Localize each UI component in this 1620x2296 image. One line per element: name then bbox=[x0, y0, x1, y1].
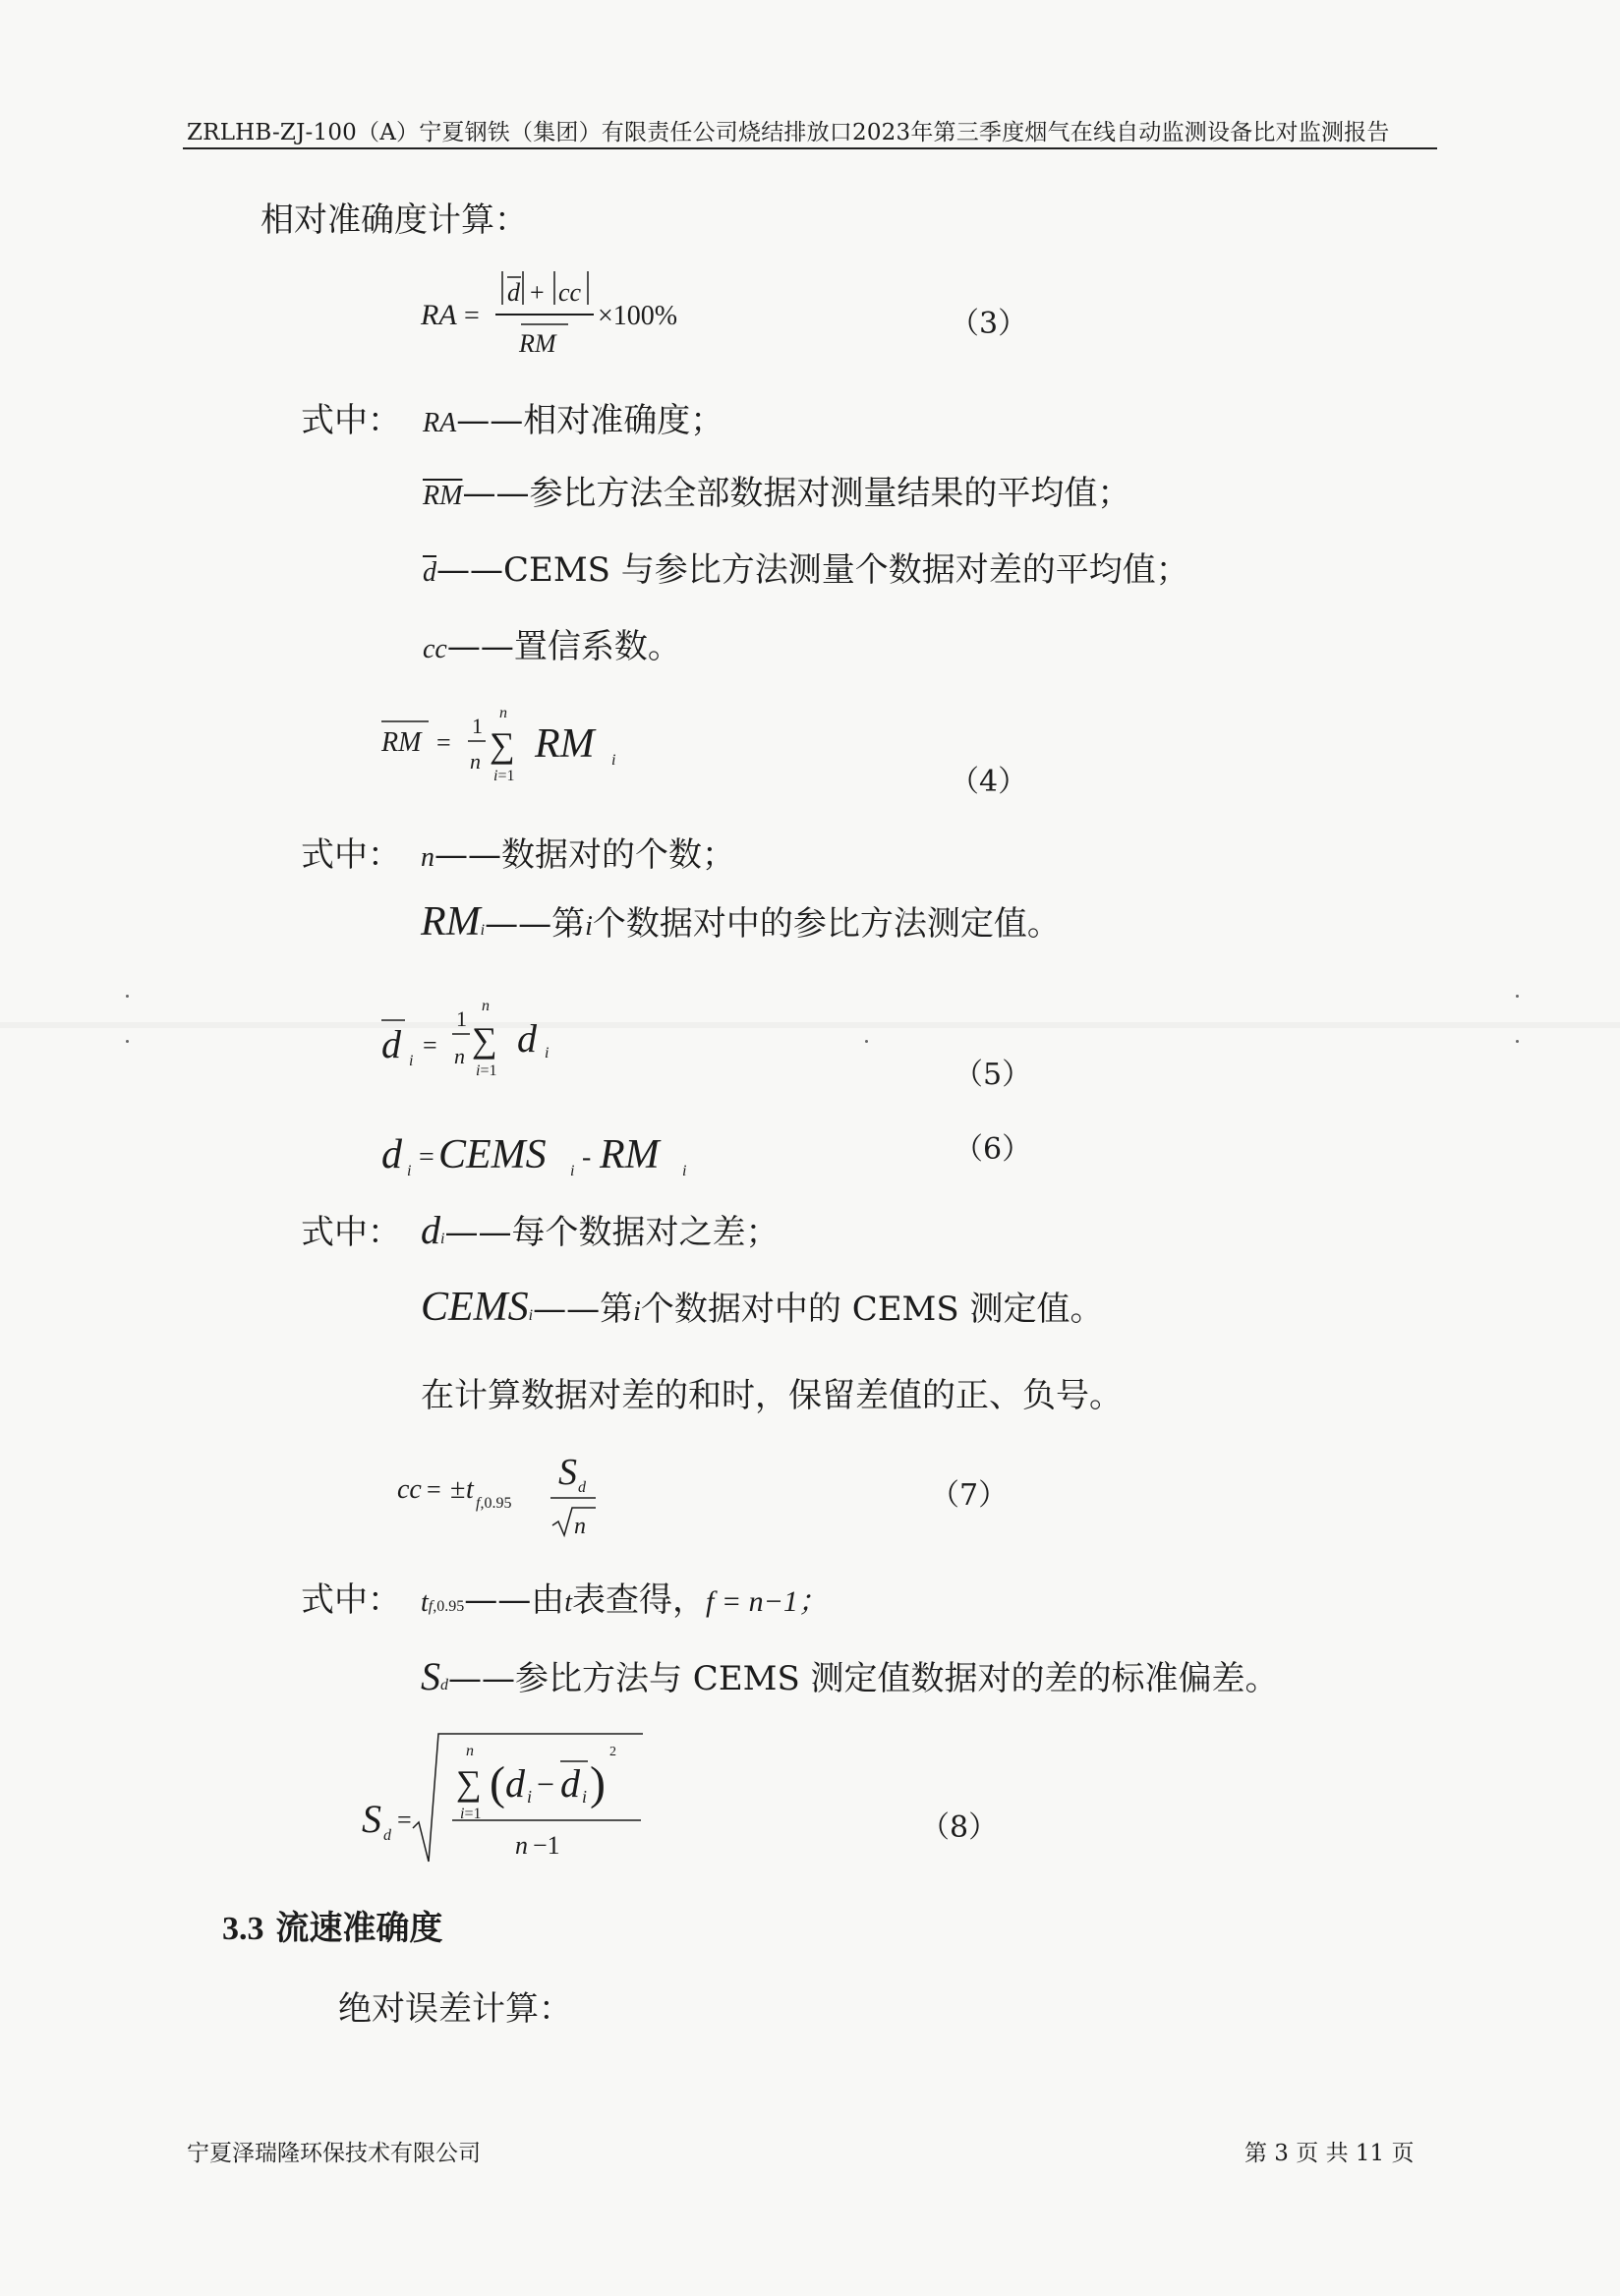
def-n: n——数据对的个数； bbox=[421, 835, 735, 875]
svg-text:d: d bbox=[578, 1479, 586, 1496]
def-t-post: 表查得， bbox=[572, 1580, 707, 1620]
def-t-pre: ——由 bbox=[464, 1580, 565, 1620]
svg-text:cc: cc bbox=[558, 278, 582, 307]
svg-text:±: ± bbox=[450, 1474, 466, 1505]
svg-text:RA: RA bbox=[421, 299, 457, 331]
svg-text:−: − bbox=[537, 1766, 555, 1802]
def-t: tf,0.95——由t表查得，f = n−1； bbox=[421, 1580, 828, 1620]
svg-text:=: = bbox=[397, 1806, 412, 1834]
equation-number-3: （3） bbox=[950, 307, 1028, 341]
equation-number-8: （8） bbox=[920, 1810, 999, 1845]
def-sd-text: ——参比方法与 CEMS 测定值数据对的差的标准偏差。 bbox=[448, 1659, 1279, 1698]
formula-rm-mean bbox=[377, 696, 672, 794]
scan-speck bbox=[126, 995, 129, 998]
svg-text:×100%: ×100% bbox=[598, 301, 678, 331]
svg-text:t: t bbox=[466, 1474, 474, 1505]
def-d-text: ——CEMS 与参比方法测量个数据对差的平均值； bbox=[436, 550, 1189, 590]
svg-text:i: i bbox=[527, 1787, 533, 1807]
svg-text:cc: cc bbox=[397, 1474, 422, 1505]
formula-ra bbox=[413, 263, 727, 372]
svg-text:1: 1 bbox=[456, 1006, 467, 1031]
def-cems: CEMSi——第i个数据对中的 CEMS 测定值。 bbox=[421, 1285, 1104, 1330]
section-intro: 相对准确度计算： bbox=[260, 201, 528, 240]
svg-text:i: i bbox=[545, 1045, 550, 1062]
svg-text:∑: ∑ bbox=[490, 725, 515, 765]
svg-text:∑: ∑ bbox=[456, 1763, 482, 1803]
scan-speck bbox=[1516, 995, 1519, 998]
def-ra: RA——相对准确度； bbox=[423, 401, 724, 440]
where-label: 式中： bbox=[301, 401, 401, 440]
svg-text:=: = bbox=[464, 301, 480, 331]
def-rmi: RMi——第i个数据对中的参比方法测定值。 bbox=[421, 899, 1061, 945]
header-rule bbox=[183, 147, 1437, 149]
svg-text:=: = bbox=[427, 1475, 441, 1504]
svg-text:RM: RM bbox=[600, 1132, 660, 1177]
def-cems-pre: ——第 bbox=[533, 1290, 634, 1329]
section-title: 流速准确度 bbox=[275, 1909, 443, 1948]
svg-text:): ) bbox=[590, 1757, 606, 1809]
footer-company: 宁夏泽瑞隆环保技术有限公司 bbox=[187, 2141, 481, 2166]
svg-text:i: i bbox=[407, 1163, 412, 1179]
equation-number-4: （4） bbox=[950, 765, 1028, 799]
svg-text:RM: RM bbox=[535, 721, 595, 767]
scan-speck bbox=[865, 1040, 868, 1043]
def-cems-post: 个数据对中的 CEMS 测定值。 bbox=[640, 1290, 1104, 1329]
svg-text:=: = bbox=[423, 1031, 437, 1060]
svg-text:n: n bbox=[499, 705, 507, 721]
svg-text:n: n bbox=[482, 998, 490, 1014]
def-ra-text: ——相对准确度； bbox=[456, 401, 724, 440]
svg-text:i: i bbox=[582, 1787, 588, 1807]
svg-text:n: n bbox=[574, 1514, 586, 1539]
svg-text:S: S bbox=[362, 1797, 381, 1841]
svg-text:−1: −1 bbox=[533, 1831, 560, 1860]
def-rmi-pre: ——第 bbox=[485, 904, 586, 944]
equation-number-5: （5） bbox=[954, 1058, 1032, 1092]
svg-text:d: d bbox=[517, 1016, 537, 1061]
svg-text:d: d bbox=[381, 1022, 401, 1066]
footer-page-number: 第 3 页 共 11 页 bbox=[1244, 2141, 1415, 2166]
def-di-text: ——每个数据对之差； bbox=[444, 1213, 780, 1252]
svg-text:=: = bbox=[436, 728, 451, 757]
svg-text:2: 2 bbox=[609, 1745, 616, 1759]
scan-speck bbox=[126, 1040, 129, 1043]
svg-text:(: ( bbox=[490, 1757, 505, 1809]
svg-text:∑: ∑ bbox=[472, 1020, 497, 1060]
equation-number-7: （7） bbox=[930, 1478, 1009, 1513]
svg-text:n: n bbox=[470, 749, 481, 774]
svg-text:CEMS: CEMS bbox=[438, 1132, 547, 1177]
svg-text:d: d bbox=[505, 1761, 525, 1806]
svg-text:=: = bbox=[419, 1142, 434, 1173]
def-cc-text: ——置信系数。 bbox=[446, 627, 681, 666]
def-d: $\overline{d}——CEMS$ 与参比方法测量个数据对差的平均值； bbox=[423, 550, 1189, 590]
def-cc: cc——置信系数。 bbox=[423, 627, 681, 666]
svg-text:+: + bbox=[530, 278, 545, 307]
def-rm: $\overline{RM}——$参比方法全部数据对测量结果的平均值； bbox=[423, 474, 1131, 513]
section-number: 3.3 bbox=[222, 1911, 264, 1947]
def-f-eq: f = n−1； bbox=[706, 1585, 828, 1618]
svg-text:d: d bbox=[381, 1132, 402, 1177]
svg-text:i: i bbox=[409, 1053, 414, 1069]
svg-text:RM: RM bbox=[381, 727, 422, 758]
svg-text:1: 1 bbox=[472, 714, 483, 738]
formula-d-mean bbox=[377, 987, 623, 1085]
svg-text:i: i bbox=[611, 752, 616, 769]
def-rmi-post: 个数据对中的参比方法测定值。 bbox=[592, 904, 1061, 944]
svg-text:n: n bbox=[515, 1831, 528, 1860]
note-sign: 在计算数据对差的和时，保留差值的正、负号。 bbox=[421, 1376, 1123, 1415]
scan-artifact bbox=[0, 1022, 1620, 1028]
formula-sd bbox=[358, 1726, 672, 1873]
abs-error-intro: 绝对误差计算： bbox=[338, 1989, 572, 2029]
formula-di bbox=[377, 1117, 731, 1185]
def-n-text: ——数据对的个数； bbox=[434, 835, 735, 875]
svg-text:d: d bbox=[383, 1827, 391, 1844]
svg-text:i: i bbox=[682, 1163, 687, 1179]
formula-cc bbox=[393, 1441, 629, 1549]
def-sd: Sd——参比方法与 CEMS 测定值数据对的差的标准偏差。 bbox=[421, 1654, 1279, 1698]
where-label: 式中： bbox=[301, 835, 401, 875]
svg-text:d: d bbox=[560, 1761, 580, 1806]
svg-text:n: n bbox=[454, 1044, 465, 1068]
section-heading bbox=[222, 1901, 442, 1949]
svg-text:i: i bbox=[570, 1163, 575, 1179]
svg-text:i=1: i=1 bbox=[460, 1806, 482, 1822]
svg-text:i=1: i=1 bbox=[476, 1062, 497, 1079]
svg-text:RM: RM bbox=[519, 329, 556, 358]
def-rm-text: ——参比方法全部数据对测量结果的平均值； bbox=[462, 474, 1131, 513]
report-header: ZRLHB-ZJ-100（A）宁夏钢铁（集团）有限责任公司烧结排放口2023年第三季度烟气在线自动监测设备比对监测报告 bbox=[187, 120, 1390, 145]
svg-text:S: S bbox=[558, 1452, 577, 1493]
equation-number-6: （6） bbox=[954, 1132, 1032, 1167]
where-label: 式中： bbox=[301, 1580, 401, 1620]
where-label: 式中： bbox=[301, 1213, 401, 1252]
svg-text:-: - bbox=[582, 1142, 592, 1173]
def-di: di——每个数据对之差； bbox=[421, 1208, 780, 1252]
scan-speck bbox=[1516, 1040, 1519, 1043]
svg-text:n: n bbox=[466, 1743, 474, 1759]
svg-text:i=1: i=1 bbox=[493, 768, 515, 784]
svg-text:f,0.95: f,0.95 bbox=[476, 1495, 512, 1512]
svg-text:d: d bbox=[507, 278, 520, 307]
